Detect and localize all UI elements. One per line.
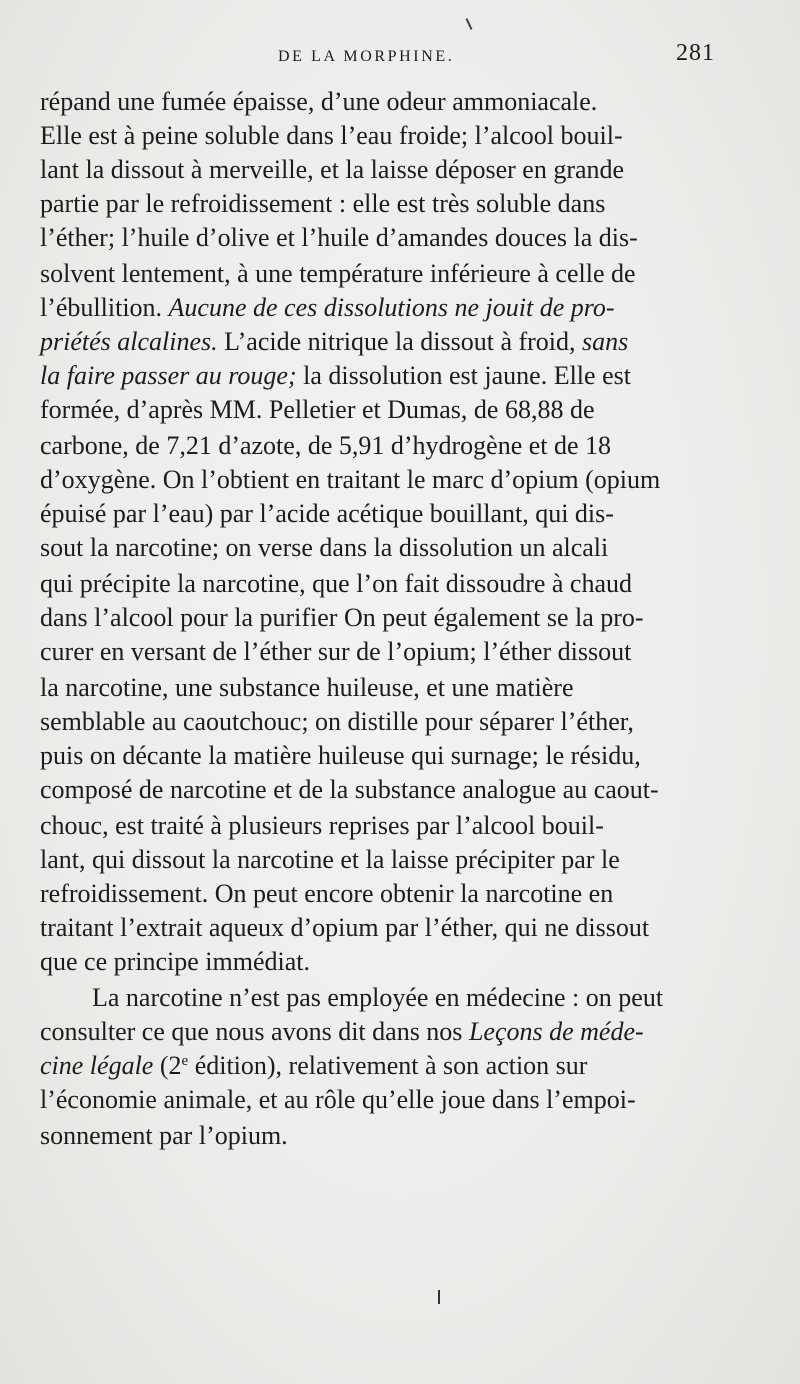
line-text: sout la narcotine; on verse dans la dissolution un alcali	[40, 533, 609, 562]
text-line	[0, 428, 800, 464]
line-text: lant la dissout à merveille, et la laisse déposer en grande	[40, 155, 625, 184]
text-line	[0, 566, 800, 602]
line-text: Elle est à peine soluble dans l’eau froide; l’alcool bouil-	[40, 121, 623, 150]
text-line	[0, 808, 800, 844]
line-text: curer en versant de l’éther sur de l’opium; l’éther dissout	[40, 637, 632, 666]
text-line	[0, 842, 800, 878]
text-line	[0, 358, 800, 394]
text-line	[0, 670, 800, 706]
line-text: répand une fumée épaisse, d’une odeur ammoniacale.	[40, 87, 598, 116]
text-line	[0, 462, 800, 498]
text-line	[0, 392, 800, 428]
line-text: (2	[153, 1051, 182, 1080]
line-text: la narcotine, une substance huileuse, et une matière	[40, 673, 574, 702]
signature-mark	[438, 1290, 440, 1304]
text-line	[0, 152, 800, 188]
text-line	[0, 1048, 800, 1084]
text-line	[0, 256, 800, 292]
italic-text: Aucune de ces dissolutions ne jouit de pro-	[168, 293, 615, 322]
line-text: qui précipite la narcotine, que l’on fait dissoudre à chaud	[40, 569, 633, 598]
superscript: e	[181, 1053, 189, 1069]
line-text: puis on décante la matière huileuse qui surnage; le résidu,	[40, 741, 641, 770]
text-line	[0, 84, 800, 120]
text-line	[0, 772, 800, 808]
top-ink-mark	[466, 18, 473, 30]
page-number: 281	[676, 40, 715, 66]
line-text: semblable au caoutchouc; on distille pour séparer l’éther,	[40, 707, 634, 736]
line-text: formée, d’après MM. Pelletier et Dumas, de 68,88 de	[40, 395, 595, 424]
text-line	[0, 910, 800, 946]
text-line	[0, 290, 800, 326]
line-text: composé de narcotine et de la substance analogue au caout-	[40, 775, 659, 804]
line-text: épuisé par l’eau) par l’acide acétique bouillant, qui dis-	[40, 499, 614, 528]
text-line	[0, 634, 800, 670]
line-text: sonnement par l’opium.	[40, 1121, 288, 1150]
line-text: partie par le refroidissement : elle est très soluble dans	[40, 189, 606, 218]
line-text: la dissolution est jaune. Elle est	[296, 361, 631, 390]
line-text: refroidissement. On peut encore obtenir la narcotine en	[40, 879, 614, 908]
text-line	[0, 944, 800, 980]
text-line	[0, 1118, 800, 1154]
text-line	[0, 496, 800, 532]
line-text: consulter ce que nous avons dit dans nos	[40, 1017, 469, 1046]
line-text: solvent lentement, à une température inférieure à celle de	[40, 259, 636, 288]
text-line	[0, 738, 800, 774]
text-line	[0, 220, 800, 256]
page-header	[0, 40, 800, 80]
line-text: carbone, de 7,21 d’azote, de 5,91 d’hydrogène et de 18	[40, 431, 612, 460]
line-text: dans l’alcool pour la purifier On peut également se la pro-	[40, 603, 644, 632]
text-line	[0, 118, 800, 154]
line-text: que ce principe immédiat.	[40, 947, 311, 976]
line-text: La narcotine n’est pas employée en médecine : on peut	[92, 983, 664, 1012]
italic-text: la faire passer au rouge;	[40, 361, 297, 390]
line-text: d’oxygène. On l’obtient en traitant le marc d’opium (opium	[40, 465, 661, 494]
line-text: traitant l’extrait aqueux d’opium par l’éther, qui ne dissout	[40, 913, 650, 942]
line-text: l’éther; l’huile d’olive et l’huile d’amandes douces la dis-	[40, 223, 638, 252]
text-line	[0, 704, 800, 740]
text-line	[0, 186, 800, 222]
line-text: l’économie animale, et au rôle qu’elle joue dans l’empoi-	[40, 1085, 636, 1114]
text-line	[0, 1014, 800, 1050]
paragraph-start-line	[0, 980, 800, 1016]
text-line	[0, 324, 800, 360]
running-head: DE LA MORPHINE.	[278, 48, 455, 65]
line-text: chouc, est traité à plusieurs reprises par l’alcool bouil-	[40, 811, 604, 840]
text-line	[0, 600, 800, 636]
line-text: lant, qui dissout la narcotine et la laisse précipiter par le	[40, 845, 620, 874]
italic-text: priétés alcalines.	[40, 327, 218, 356]
line-text: édition), relativement à son action sur	[188, 1051, 588, 1080]
text-line	[0, 876, 800, 912]
text-line	[0, 1082, 800, 1118]
italic-text: cine légale	[40, 1051, 154, 1080]
italic-text: Leçons de méde-	[468, 1017, 644, 1046]
line-text: L’acide nitrique la dissout à froid,	[217, 327, 583, 356]
text-line	[0, 530, 800, 566]
line-text: l’ébullition.	[40, 293, 169, 322]
italic-text: sans	[582, 327, 629, 356]
